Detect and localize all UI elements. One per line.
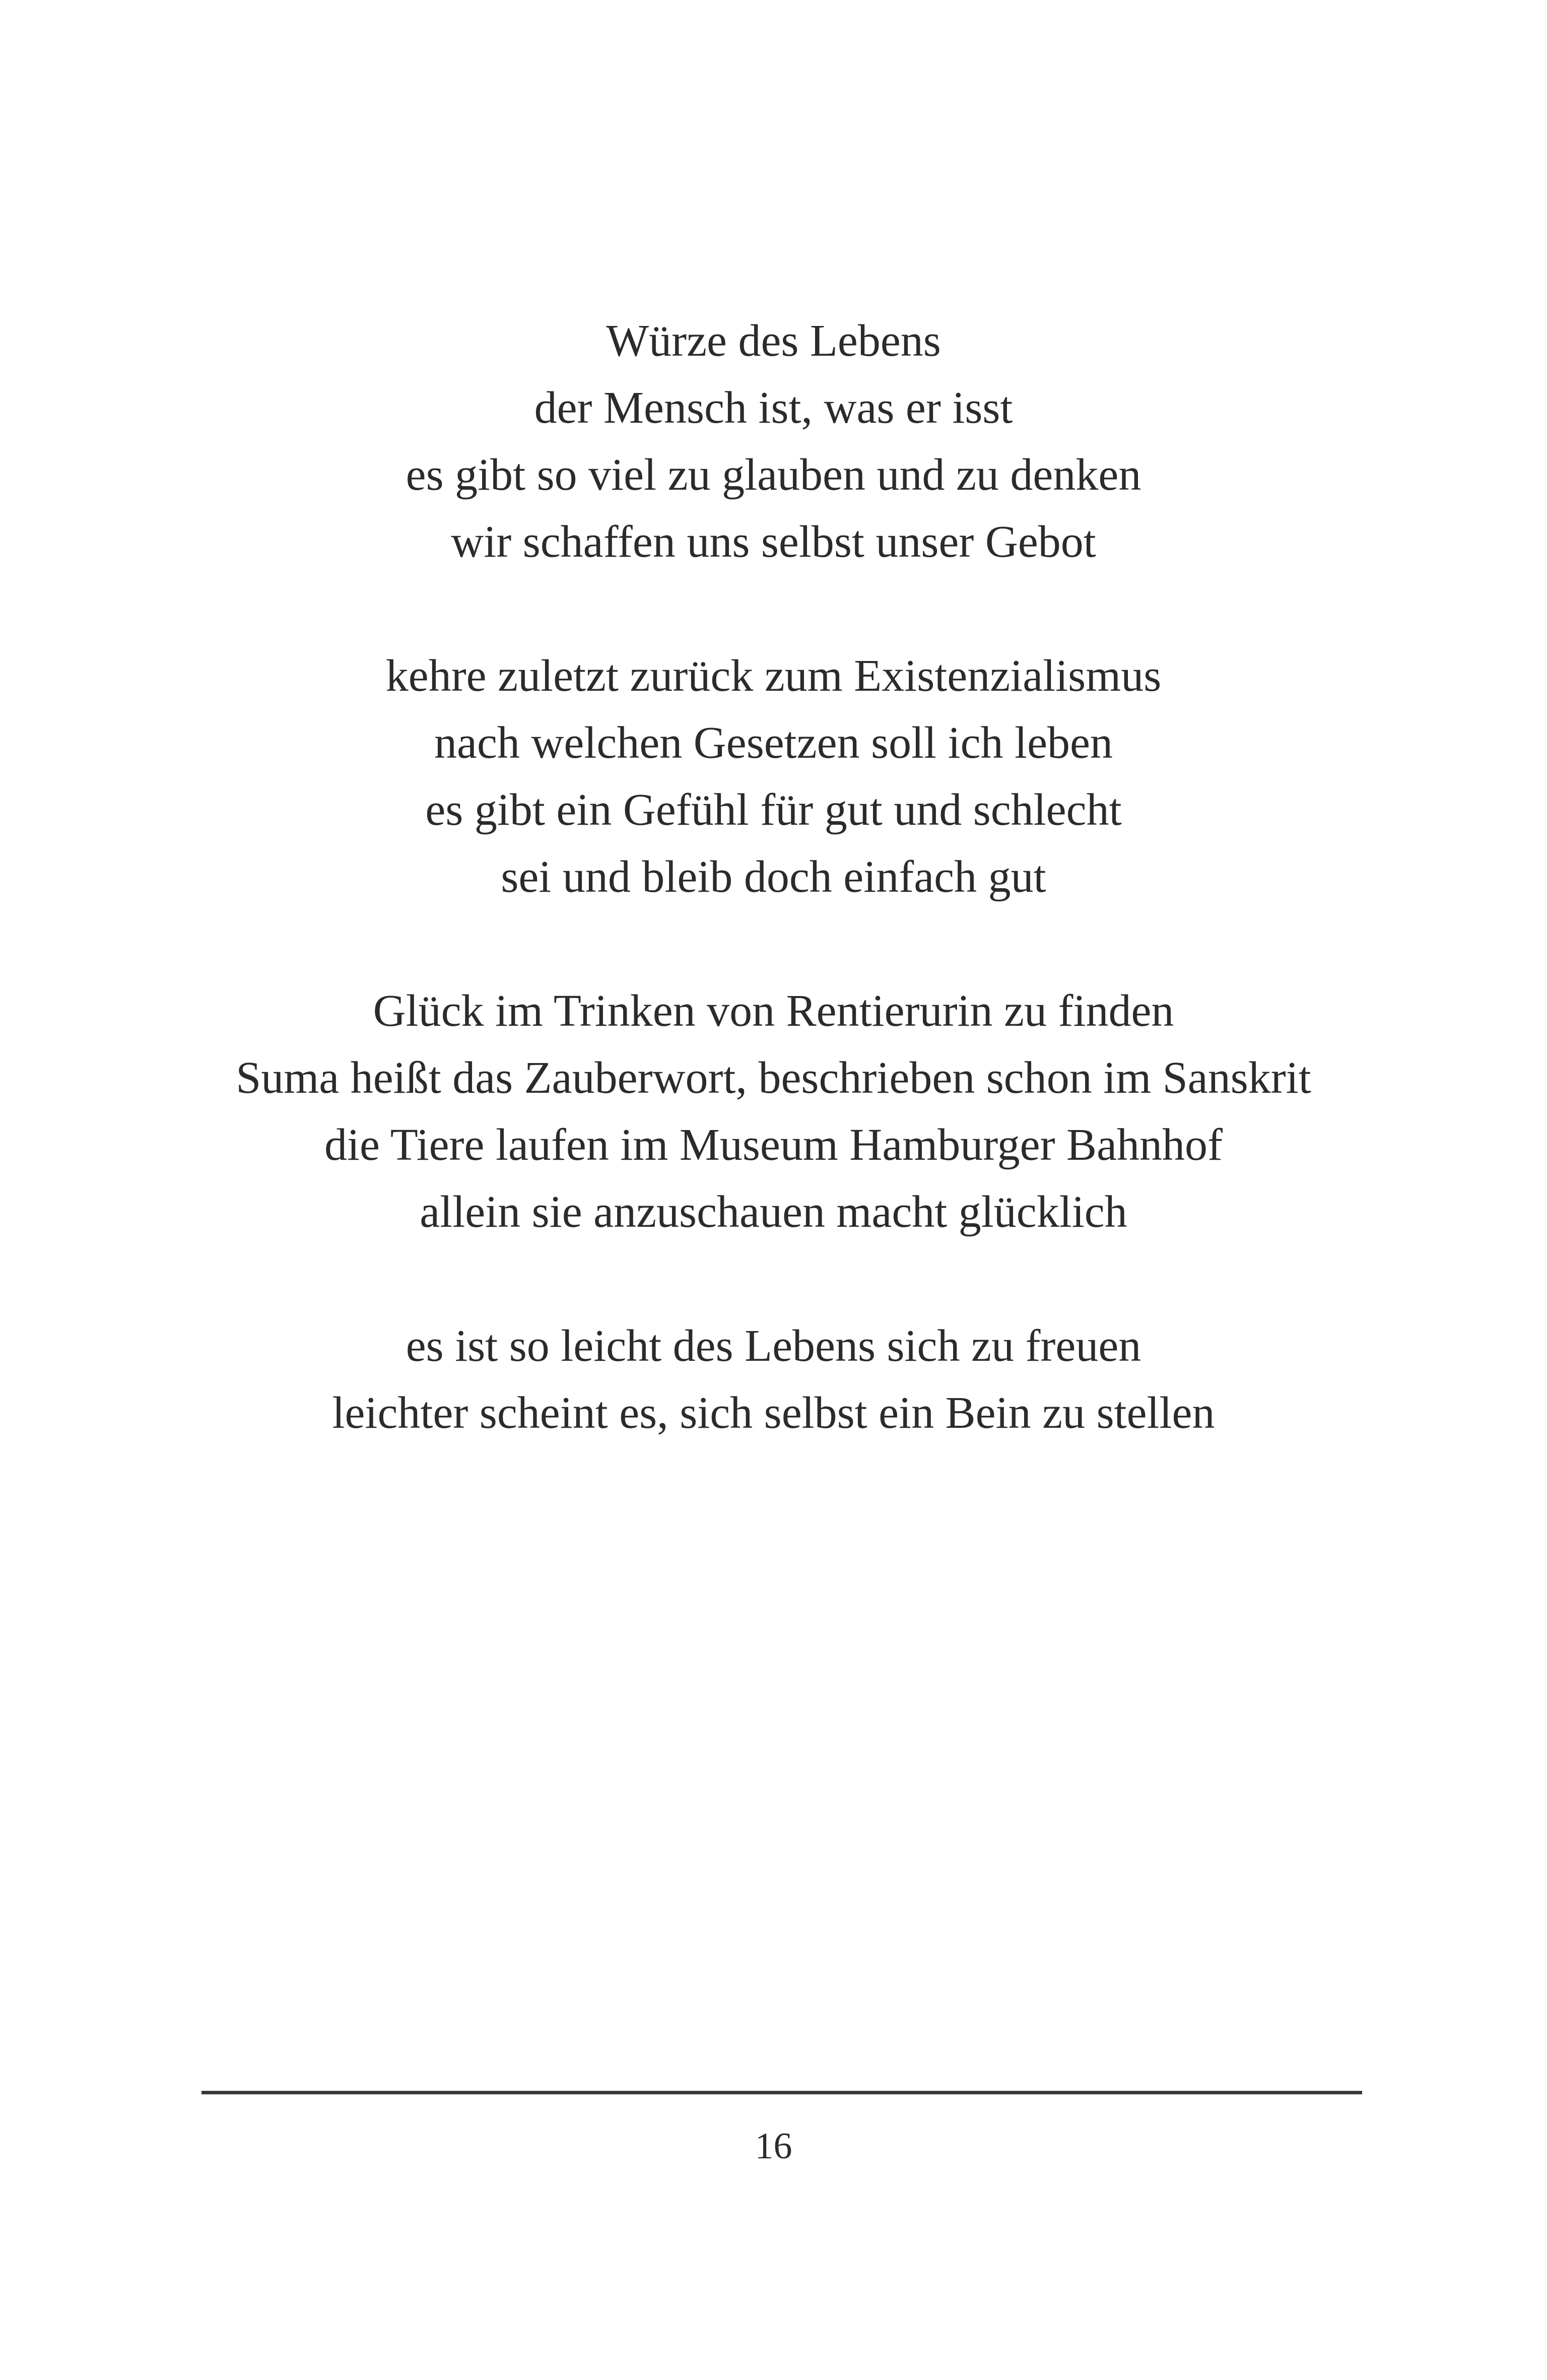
poem-line: Würze des Lebens bbox=[606, 316, 941, 366]
poem-line: es gibt so viel zu glauben und zu denken bbox=[406, 450, 1141, 500]
poem bbox=[0, 307, 1547, 1513]
page-number: 16 bbox=[755, 2126, 792, 2167]
poem-line: wir schaffen uns selbst unser Gebot bbox=[451, 517, 1096, 567]
poem-line: die Tiere laufen im Museum Hamburger Bahnhof bbox=[324, 1120, 1223, 1170]
poem-line: nach welchen Gesetzen soll ich leben bbox=[434, 718, 1113, 768]
stanza-1 bbox=[0, 307, 1547, 575]
poem-line: der Mensch ist, was er isst bbox=[534, 383, 1013, 433]
poem-line: sei und bleib doch einfach gut bbox=[501, 852, 1046, 902]
poem-line: Suma heißt das Zauberwort, beschrieben schon im Sanskrit bbox=[236, 1053, 1311, 1103]
stanza-3 bbox=[0, 977, 1547, 1245]
poem-line: allein sie anzuschauen macht glücklich bbox=[420, 1187, 1127, 1237]
poem-line: es gibt ein Gefühl für gut und schlecht bbox=[425, 785, 1122, 835]
stanza-4 bbox=[0, 1312, 1547, 1446]
stanza-2 bbox=[0, 642, 1547, 910]
poem-line: Glück im Trinken von Rentierurin zu finden bbox=[373, 986, 1174, 1036]
poem-line: kehre zuletzt zurück zum Existenzialismus bbox=[385, 651, 1162, 701]
poem-line: leichter scheint es, sich selbst ein Bein zu stellen bbox=[332, 1388, 1215, 1438]
poem-line: es ist so leicht des Lebens sich zu freuen bbox=[406, 1321, 1141, 1371]
footer-divider bbox=[201, 2091, 1362, 2094]
